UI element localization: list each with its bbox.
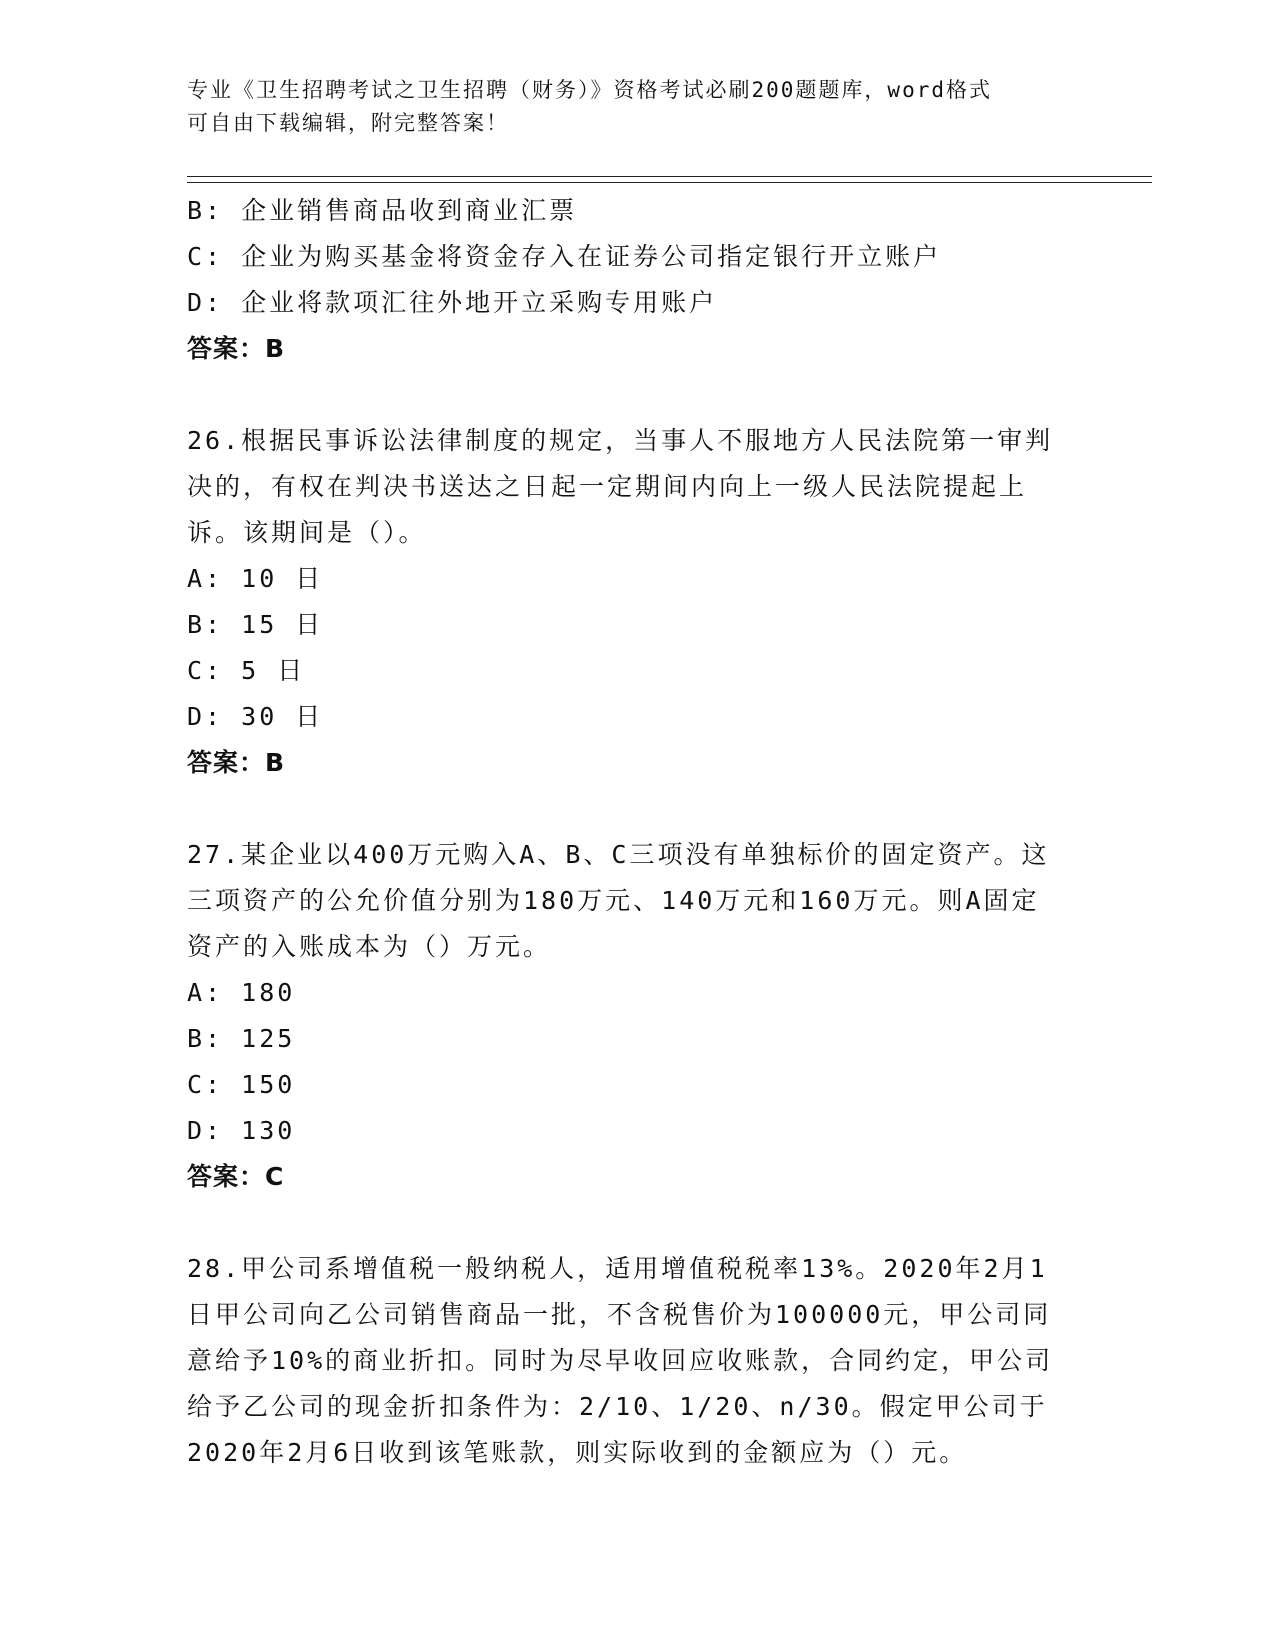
- question-25-tail: [187, 188, 1087, 372]
- question-stem-line: 意给予10%的商业折扣。同时为尽早收回应收账款，合同约定，甲公司: [187, 1346, 1054, 1375]
- spacer: [187, 372, 1087, 418]
- header-line-1: 专业《卫生招聘考试之卫生招聘（财务）》资格考试必刷200题题库，word格式: [187, 78, 992, 102]
- question-stem-line: 决的，有权在判决书送达之日起一定期间内向上一级人民法院提起上: [187, 472, 1028, 501]
- question-stem-line: 资产的入账成本为（）万元。: [187, 932, 552, 961]
- option-d: D: 130: [187, 1116, 296, 1145]
- question-stem-line: 26.根据民事诉讼法律制度的规定，当事人不服地方人民法院第一审判: [187, 426, 1054, 455]
- question-stem-line: 给予乙公司的现金折扣条件为：2/10、1/20、n/30。假定甲公司于: [187, 1392, 1048, 1421]
- option-b: B: 125: [187, 1024, 296, 1053]
- option-c: C: 企业为购买基金将资金存入在证券公司指定银行开立账户: [187, 242, 942, 271]
- answer: 答案：B: [187, 748, 286, 777]
- header-divider-top: [187, 176, 1152, 177]
- option-d: D: 30 日: [187, 702, 324, 731]
- header-divider-bottom: [187, 182, 1152, 183]
- question-list: [187, 188, 1087, 1476]
- spacer: [187, 786, 1087, 832]
- question-stem-line: 28.甲公司系增值税一般纳税人，适用增值税税率13%。2020年2月1: [187, 1254, 1048, 1283]
- header-line-2: 可自由下载编辑，附完整答案！: [187, 111, 509, 135]
- option-a: A: 180: [187, 978, 296, 1007]
- question-stem-line: 三项资产的公允价值分别为180万元、140万元和160万元。则A固定: [187, 886, 1040, 915]
- question-26: [187, 418, 1087, 786]
- question-stem-line: 27.某企业以400万元购入A、B、C三项没有单独标价的固定资产。这: [187, 840, 1050, 869]
- answer: 答案：C: [187, 1162, 285, 1191]
- spacer: [187, 1200, 1087, 1246]
- option-c: C: 5 日: [187, 656, 306, 685]
- question-stem-line: 日甲公司向乙公司销售商品一批，不含税售价为100000元，甲公司同: [187, 1300, 1052, 1329]
- question-27: [187, 832, 1087, 1200]
- document-header: [187, 74, 1087, 140]
- question-stem-line: 诉。该期间是（）。: [187, 518, 427, 547]
- option-b: B: 企业销售商品收到商业汇票: [187, 196, 578, 225]
- question-stem-line: 2020年2月6日收到该笔账款，则实际收到的金额应为（）元。: [187, 1438, 968, 1467]
- option-a: A: 10 日: [187, 564, 324, 593]
- option-b: B: 15 日: [187, 610, 324, 639]
- option-c: C: 150: [187, 1070, 296, 1099]
- question-28: [187, 1246, 1087, 1476]
- option-d: D: 企业将款项汇往外地开立采购专用账户: [187, 288, 718, 317]
- answer: 答案：B: [187, 334, 286, 363]
